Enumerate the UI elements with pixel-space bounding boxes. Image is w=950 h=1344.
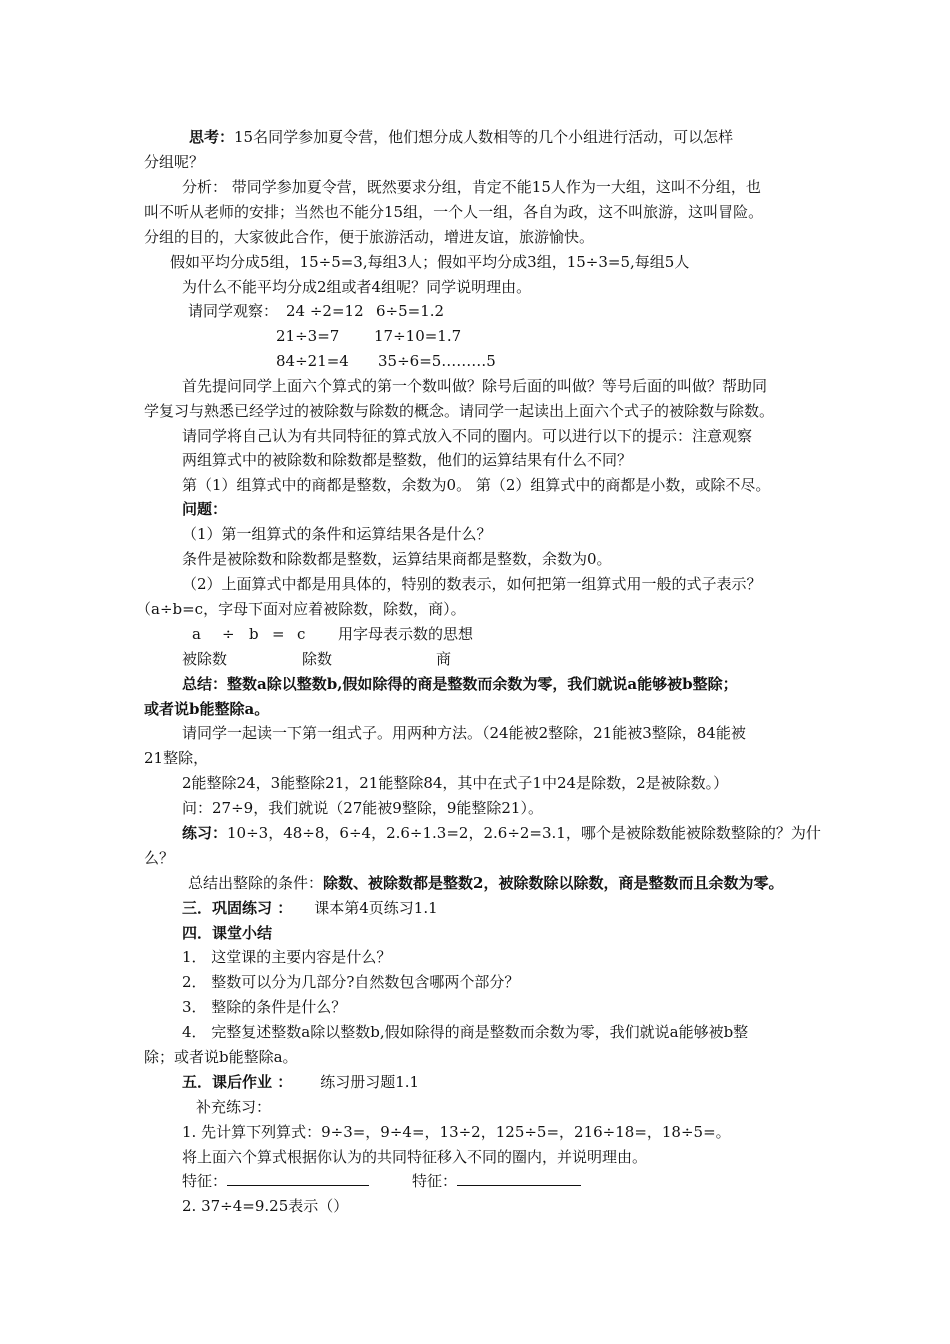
formula-note: 用字母表示数的思想 (338, 625, 474, 643)
circle-line-1: 请同学将自己认为有共同特征的算式放入不同的圈内。可以进行以下的提示：注意观察 (182, 427, 753, 445)
ask-line-1: 首先提问同学上面六个算式的第一个数叫做？除号后面的叫做？等号后面的叫做？帮助同 (182, 377, 768, 395)
summary-item-1: 1． 这堂课的主要内容是什么？ (182, 948, 392, 966)
exercise-text: 10÷3，48÷8，6÷4，2.6÷1.3=2，2.6÷2=3.1，哪个是被除数能被除数整除的？为什 (227, 824, 821, 842)
formula-b: b (249, 625, 259, 643)
section-4-title: 四．课堂小结 (182, 924, 273, 942)
think-text: 15名同学参加夏令营，他们想分成人数相等的几个小组进行活动，可以怎样 (234, 128, 734, 146)
condition-prefix: 总结出整除的条件： (188, 874, 324, 892)
formula-eq: = (272, 625, 285, 643)
observe-r2c2: 17÷10=1.7 (374, 327, 462, 345)
extra-item-2: 2. 37÷4=9.25表示（） (182, 1197, 349, 1215)
formula-c: c (297, 625, 306, 643)
circle-line-2: 两组算式中的被除数和除数都是整数，他们的运算结果有什么不同？ (182, 451, 633, 469)
exercise-line-1 (182, 822, 821, 844)
observe-r1c1: 24 ÷2=12 (286, 302, 364, 320)
read-line-2: 21整除， (144, 749, 209, 767)
observe-r2c1: 21÷3=7 (276, 327, 340, 345)
section-3 (182, 897, 438, 919)
condition-line (188, 872, 783, 894)
why-line: 为什么不能平均分成2组或者4组呢？同学说明理由。 (182, 278, 532, 296)
analysis-line-1: 分析： 带同学参加夏令营，既然要求分组，肯定不能15人作为一大组，这叫不分组，也 (182, 178, 761, 196)
q2-line-2: （a÷b=c，字母下面对应着被除数，除数，商）。 (136, 600, 466, 618)
extra-item-1b: 将上面六个算式根据你认为的共同特征移入不同的圈内，并说明理由。 (182, 1148, 648, 1166)
feature-label-1: 特征： (182, 1172, 228, 1190)
summary-line-1: 总结：整数a除以整数b,假如除得的商是整数而余数为零，我们就说a能够被b整除； (182, 675, 738, 693)
formula-divisor: 除数 (302, 650, 333, 668)
suppose-line: 假如平均分成5组，15÷5=3,每组3人；假如平均分成3组，15÷3=5,每组5人 (170, 253, 690, 271)
q1-answer: 条件是被除数和除数都是整数，运算结果商都是整数，余数为0。 (182, 550, 612, 568)
section-5-title: 五．课后作业 ： (182, 1073, 293, 1091)
formula-div: ÷ (222, 625, 235, 643)
summary-line-2: 或者说b能整除a。 (144, 700, 270, 718)
extra-label: 补充练习： (196, 1098, 272, 1116)
analysis-line-3: 分组的目的，大家彼此合作，便于旅游活动，增进友谊，旅游愉快。 (144, 228, 595, 246)
extra-item-1: 1. 先计算下列算式：9÷3=，9÷4=，13÷2，125÷5=，216÷18=，18÷5=。 (182, 1123, 731, 1141)
summary-item-4b: 除；或者说b能整除a。 (144, 1048, 298, 1066)
formula-a: a (192, 625, 201, 643)
question-label: 问题： (182, 500, 228, 518)
q1-line: （1）第一组算式的条件和运算结果各是什么？ (182, 525, 492, 543)
summary-item-2: 2． 整数可以分为几部分?自然数包含哪两个部分？ (182, 973, 520, 991)
read-line-1: 请同学一起读一下第一组式子。用两种方法。（24能被2整除，21能被3整除，84能被 (182, 724, 746, 742)
ask2-line: 问：27÷9，我们就说（27能被9整除，9能整除21）。 (182, 799, 543, 817)
feature-blank-1 (227, 1171, 369, 1186)
analysis-line-2: 叫不听从老师的安排；当然也不能分15组，一个人一组，各自为政，这不叫旅游，这叫冒险。 (144, 203, 764, 221)
formula-dividend: 被除数 (182, 650, 228, 668)
section-3-title: 三．巩固练习 ： (182, 899, 293, 917)
exercise-line-2: 么？ (144, 849, 175, 867)
observe-r1c2: 6÷5=1.2 (376, 302, 445, 320)
exercise-label: 练习： (182, 824, 228, 842)
observe-label: 请同学观察： (188, 302, 279, 320)
think-line-1 (189, 126, 733, 148)
think-line-2: 分组呢？ (144, 153, 205, 171)
read-line-3: 2能整除24，3能整除21，21能整除84，其中在式子1中24是除数，2是被除数。） (182, 774, 729, 792)
feature-blank-2 (457, 1171, 581, 1186)
summary-item-3: 3． 整除的条件是什么？ (182, 998, 347, 1016)
feature-2 (412, 1170, 581, 1192)
think-label: 思考： (189, 128, 235, 146)
observe-r3c2: 35÷6=5………5 (378, 352, 496, 370)
section-5-text: 练习册习题1.1 (320, 1073, 420, 1091)
groups-line: 第（1）组算式中的商都是整数，余数为0。 第（2）组算式中的商都是小数，或除不尽。 (182, 476, 771, 494)
condition-bold: 除数、被除数都是整数2，被除数除以除数，商是整数而且余数为零。 (323, 874, 784, 892)
feature-label-2: 特征： (412, 1172, 458, 1190)
section-3-text: 课本第4页练习1.1 (314, 899, 438, 917)
observe-r3c1: 84÷21=4 (276, 352, 349, 370)
section-5 (182, 1071, 419, 1093)
summary-item-4a: 4． 完整复述整数a除以整数b,假如除得的商是整数而余数为零，我们就说a能够被b整 (182, 1023, 749, 1041)
formula-quotient: 商 (436, 650, 452, 668)
q2-line-1: （2）上面算式中都是用具体的，特别的数表示，如何把第一组算式用一般的式子表示？ (182, 575, 762, 593)
ask-line-2: 学复习与熟悉已经学过的被除数与除数的概念。请同学一起读出上面六个式子的被除数与除数。 (144, 402, 775, 420)
feature-1 (182, 1170, 369, 1192)
